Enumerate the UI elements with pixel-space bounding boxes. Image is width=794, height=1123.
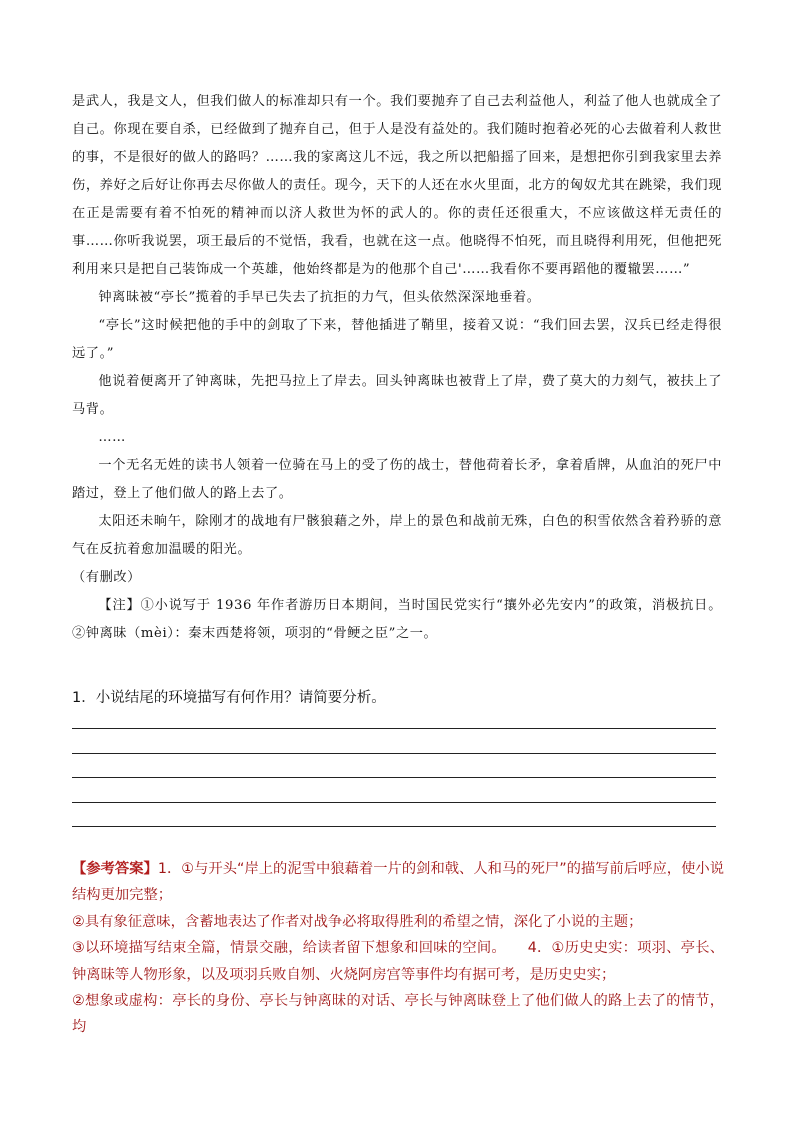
answer-lines bbox=[72, 728, 716, 851]
answer-line[interactable] bbox=[72, 728, 716, 753]
answer-line[interactable] bbox=[72, 777, 716, 802]
answer-line[interactable] bbox=[72, 802, 716, 827]
answer-line-2: ②具有象征意味，含蓄地表达了作者对战争必将取得胜利的希望之情，深化了小说的主题； bbox=[72, 913, 643, 930]
answer-text: 1．①与开头“岸上的泥雪中狼藉着一片的剑和戟、人和马的死尸”的描写前后呼应，使小说结构更加完整； bbox=[72, 861, 725, 904]
story-passage bbox=[72, 88, 722, 648]
answer-line[interactable] bbox=[72, 826, 716, 851]
footnote: 【注】①小说写于 1936 年作者游历日本期间，当时国民党实行“攘外必先安内”的政策，消极抗日。②钟离昧（mèi）：秦末西楚将领，项羽的“骨鲠之臣”之一。 bbox=[72, 598, 722, 641]
answer-line-3: ③以环境描写结束全篇，情景交融，给读者留下想象和回味的空间。 4．①历史史实：项羽、亭长、钟离昧等人物形象，以及项羽兵败自刎、火烧阿房宫等事件均有据可考，是历史史实； bbox=[72, 940, 724, 983]
reference-answer bbox=[72, 856, 724, 1041]
question-1: 1．小说结尾的环境描写有何作用？请简要分析。 bbox=[72, 690, 386, 706]
answer-line[interactable] bbox=[72, 753, 716, 778]
passage-paragraph: 太阳还未晌午，除刚才的战地有尸骸狼藉之外，岸上的景色和战前无殊，白色的积雪依然含着矜骄的意气在反抗着愈加温暖的阳光。 bbox=[72, 514, 722, 557]
passage-paragraph: “亭长”这时候把他的手中的剑取了下来，替他插进了鞘里，接着又说：“我们回去罢，汉兵已经走得很远了。” bbox=[72, 318, 722, 361]
answer-tag: 【参考答案】 bbox=[72, 861, 158, 877]
passage-ellipsis: …… bbox=[98, 430, 126, 445]
answer-line-1 bbox=[72, 856, 724, 909]
passage-paragraph: 他说着便离开了钟离昧，先把马拉上了岸去。回头钟离昧也被背上了岸，费了莫大的力刻气，被扶上了马背。 bbox=[72, 374, 722, 417]
passage-paragraph: 一个无名无姓的读书人领着一位骑在马上的受了伤的战士，替他荷着长矛，拿着盾牌，从血泊的死尸中踏过，登上了他们做人的路上去了。 bbox=[72, 458, 722, 501]
passage-paragraph: 钟离昧被“亭长”揽着的手早已失去了抗拒的力气，但头依然深深地垂着。 bbox=[98, 290, 541, 305]
passage-paragraph: 是武人，我是文人，但我们做人的标准却只有一个。我们要抛弃了自己去利益他人，利益了他人也就成全了自己。你现在要自杀，已经做到了抛弃自己，但于人是没有益处的。我们随时抱着必死的心去做着利人救世的事，不是很好的做人的路吗？……我的家离这儿不远，我之所以把船摇了回来，是想把你引到我家里去养伤，养好之后好让你再去尽你做人的责任。现今，天下的人还在水火里面，北方的匈奴尤其在跳梁，我们现在正是需要有着不怕死的精神而以济人救世为怀的武人的。你的责任还很重大，不应该做这样无责任的事……你听我说罢，项王最后的不觉悟，我看，也就在这一点。他晓得不怕死，而且晓得利用死，但他把死利用来只是把自己装饰成一个英雄，他始终都是为的他那个自己'……我看你不要再蹈他的覆辙罢……” bbox=[72, 94, 722, 277]
answer-line-4: ②想象或虚构：亭长的身份、亭长与钟离昧的对话、亭长与钟离昧登上了他们做人的路上去了的情节，均 bbox=[72, 993, 724, 1036]
source-note: （有删改） bbox=[72, 570, 141, 585]
